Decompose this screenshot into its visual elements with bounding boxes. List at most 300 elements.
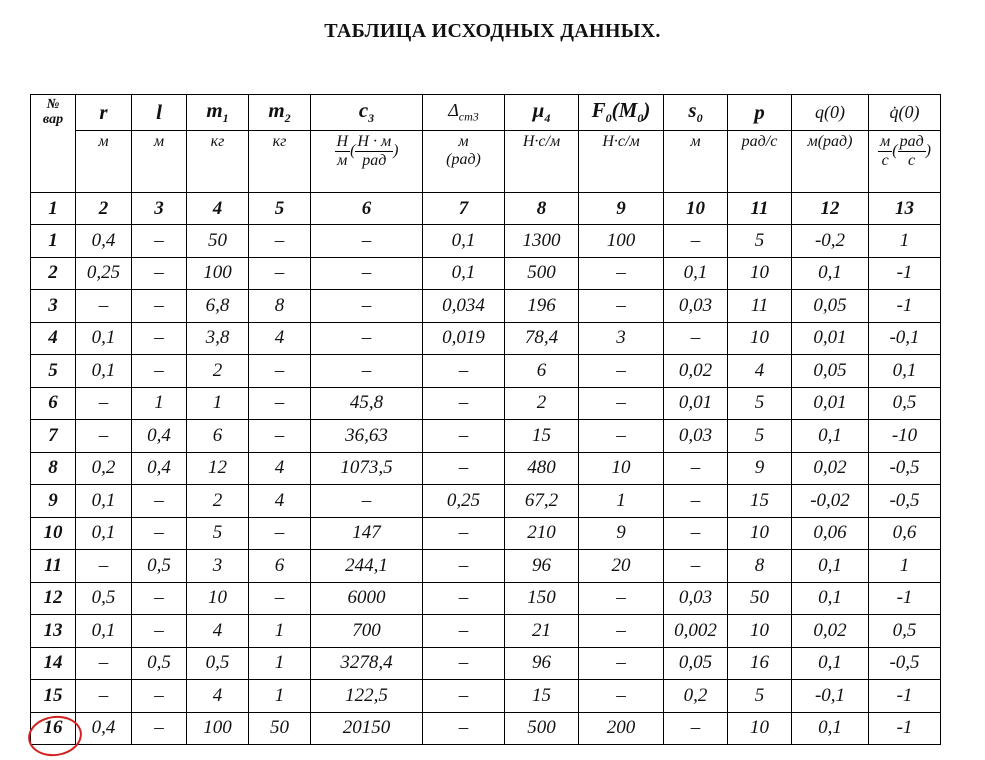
unit-delta-1: м [458,133,469,150]
column-number: 7 [423,193,505,225]
table-cell: 200 [579,712,664,745]
table-cell: – [249,355,311,388]
unit-qdot0-open: ( [892,142,898,160]
table-cell: 480 [505,452,579,485]
unit-c3-num-1: Н [336,133,349,150]
table-cell: – [132,680,187,713]
table-cell: 0,5 [132,550,187,583]
unit-mu4: Н·с/м [505,131,579,193]
table-cell: 0,1 [792,420,869,453]
table-cell: 15 [505,680,579,713]
table-cell: – [579,387,664,420]
table-row [31,290,941,323]
table-cell: – [76,680,132,713]
table-cell: – [311,485,423,518]
column-number: 4 [187,193,249,225]
table-cell: – [132,517,187,550]
table-cell: 0,25 [76,257,132,290]
table-cell: 0,4 [132,452,187,485]
table-cell: 96 [505,550,579,583]
table-cell: 50 [187,225,249,258]
unit-delta [423,131,505,193]
table-cell: – [423,712,505,745]
table-cell: 10 [728,615,792,648]
table-cell: -0,5 [869,485,941,518]
column-number: 8 [505,193,579,225]
variant-number: 4 [31,322,76,355]
variant-number: 16 [31,712,76,745]
table-row [31,355,941,388]
table-cell: 0,1 [76,355,132,388]
table-cell: 0,05 [664,647,728,680]
table-cell: 10 [187,582,249,615]
table-cell: 0,1 [664,257,728,290]
table-cell: 0,01 [664,387,728,420]
header-l: l [132,95,187,131]
table-cell: 0,1 [869,355,941,388]
table-cell: 150 [505,582,579,615]
table-cell: 0,5 [869,615,941,648]
table-cell: 0,019 [423,322,505,355]
table-cell: 5 [728,225,792,258]
table-cell: 210 [505,517,579,550]
table-cell: 100 [187,257,249,290]
table-cell: 0,1 [792,647,869,680]
table-row [31,257,941,290]
table-cell: 2 [187,355,249,388]
table-cell: 0,02 [792,615,869,648]
header-F0 [579,95,664,131]
table-cell: 500 [505,257,579,290]
header-delta-sub: ст3 [458,109,479,124]
table-cell: – [132,712,187,745]
header-mu4-sub: 4 [544,111,551,126]
table-cell: 20 [579,550,664,583]
table-cell: 11 [728,290,792,323]
table-cell: 0,1 [792,550,869,583]
table-cell: -0,2 [792,225,869,258]
table-cell: 3278,4 [311,647,423,680]
table-cell: – [664,452,728,485]
table-cell: 0,4 [76,712,132,745]
header-M0-symbol: (M [611,98,638,123]
table-cell: 6 [187,420,249,453]
table-cell: 67,2 [505,485,579,518]
table-cell: 10 [728,517,792,550]
table-cell: 0,01 [792,322,869,355]
table-cell: 0,5 [76,582,132,615]
table-cell: 9 [579,517,664,550]
unit-qdot0-num-1: м [880,133,891,150]
unit-qdot0-den-2: с [908,152,916,169]
variant-number: 1 [31,225,76,258]
variant-number: 10 [31,517,76,550]
unit-c3-open: ( [350,142,356,160]
column-number: 6 [311,193,423,225]
table-cell: 10 [579,452,664,485]
table-cell: 0,4 [132,420,187,453]
table-cell: – [579,582,664,615]
header-c3-symbol: c [358,98,369,123]
table-cell: – [132,290,187,323]
table-cell: 45,8 [311,387,423,420]
table-row [31,387,941,420]
header-M0-sub: 0 [637,111,644,126]
column-number: 1 [31,193,76,225]
table-cell: – [579,290,664,323]
table-cell: 0,5 [132,647,187,680]
table-row [31,517,941,550]
table-cell: -0,02 [792,485,869,518]
header-var-number [31,95,76,193]
table-cell: 0,1 [792,712,869,745]
table-cell: 0,5 [187,647,249,680]
table-cell: 100 [187,712,249,745]
variant-number: 15 [31,680,76,713]
header-mu4-symbol: μ [532,98,545,123]
variant-number: 2 [31,257,76,290]
header-s0 [664,95,728,131]
table-cell: 0,03 [664,290,728,323]
table-cell: – [423,517,505,550]
unit-r: м [76,131,132,193]
table-cell: 0,1 [792,257,869,290]
table-cell: – [579,420,664,453]
header-row [31,95,941,131]
table-cell: – [132,582,187,615]
table-row [31,647,941,680]
table-cell: 10 [728,712,792,745]
table-row [31,680,941,713]
table-cell: 4 [249,452,311,485]
table-cell: 1300 [505,225,579,258]
unit-delta-2: (рад) [446,151,481,168]
header-m2-symbol: m [268,98,285,123]
table-cell: -1 [869,257,941,290]
table-cell: 0,1 [76,485,132,518]
table-cell: 4 [187,680,249,713]
column-number: 3 [132,193,187,225]
table-cell: 20150 [311,712,423,745]
table-cell: 0,002 [664,615,728,648]
table-cell: -0,5 [869,452,941,485]
variant-number: 7 [31,420,76,453]
variant-number: 11 [31,550,76,583]
variant-number: 5 [31,355,76,388]
table-cell: – [76,290,132,323]
variant-number: 13 [31,615,76,648]
table-cell: 4 [728,355,792,388]
header-F0-sub: 0 [605,111,612,126]
column-numbers-row [31,193,941,225]
table-cell: 196 [505,290,579,323]
table-cell: – [423,452,505,485]
table-cell: 0,05 [792,355,869,388]
unit-m2: кг [249,131,311,193]
header-qdot0: q̇(0) [869,95,941,131]
table-cell: – [423,680,505,713]
table-cell: – [76,550,132,583]
column-number: 10 [664,193,728,225]
table-cell: – [664,550,728,583]
table-cell: 4 [187,615,249,648]
variant-number: 9 [31,485,76,518]
column-number: 11 [728,193,792,225]
table-cell: – [132,322,187,355]
table-cell: 6 [505,355,579,388]
table-cell: 5 [187,517,249,550]
table-cell: 0,03 [664,420,728,453]
unit-c3-close: ) [393,142,399,160]
header-q0: q(0) [792,95,869,131]
table-cell: 10 [728,322,792,355]
table-cell: 122,5 [311,680,423,713]
table-cell: – [664,225,728,258]
table-cell: 8 [249,290,311,323]
header-m1-sub: 1 [222,111,229,126]
table-cell: 0,25 [423,485,505,518]
table-cell: – [664,485,728,518]
table-cell: – [423,387,505,420]
unit-p: рад/с [728,131,792,193]
table-cell: 0,02 [792,452,869,485]
table-cell: – [249,225,311,258]
table-row [31,322,941,355]
table-cell: 0,1 [792,582,869,615]
table-cell: 4 [249,485,311,518]
header-m2 [249,95,311,131]
unit-qdot0-num-2: рад [899,133,924,150]
unit-l: м [132,131,187,193]
header-mu4 [505,95,579,131]
table-cell: 36,63 [311,420,423,453]
table-cell: 700 [311,615,423,648]
table-cell: 1 [249,647,311,680]
table-cell: 0,1 [76,517,132,550]
column-number: 12 [792,193,869,225]
unit-c3-num-2: Н · м [357,133,392,150]
units-row [31,131,941,193]
table-cell: – [249,582,311,615]
table-cell: 244,1 [311,550,423,583]
table-cell: – [76,420,132,453]
table-cell: 3 [579,322,664,355]
table-cell: 0,03 [664,582,728,615]
unit-qdot0-frac-2 [898,133,926,170]
table-cell: 78,4 [505,322,579,355]
table-cell: -1 [869,712,941,745]
table-row [31,225,941,258]
table-cell: 0,1 [423,225,505,258]
unit-m1: кг [187,131,249,193]
table-row [31,485,941,518]
table-cell: 2 [187,485,249,518]
table-cell: 9 [728,452,792,485]
table-cell: – [311,322,423,355]
table-cell: 0,5 [869,387,941,420]
table-cell: 5 [728,680,792,713]
table-cell: 15 [505,420,579,453]
table-cell: – [311,290,423,323]
table-cell: 21 [505,615,579,648]
table-cell: – [132,355,187,388]
table-cell: 0,06 [792,517,869,550]
table-cell: 16 [728,647,792,680]
unit-c3-den-2: рад [362,152,387,169]
unit-q0: м(рад) [792,131,869,193]
header-c3 [311,95,423,131]
table-cell: 6 [249,550,311,583]
table-cell: 0,05 [792,290,869,323]
unit-qdot0-frac-1 [878,133,892,170]
header-m1 [187,95,249,131]
table-cell: – [579,257,664,290]
variant-number: 3 [31,290,76,323]
table-cell: 0,2 [76,452,132,485]
table-cell: – [579,647,664,680]
header-s0-symbol: s [688,98,697,123]
table-cell: 1 [869,550,941,583]
table-cell: – [311,257,423,290]
header-M0-close: ) [643,98,651,123]
table-cell: – [579,615,664,648]
unit-F0: Н·с/м [579,131,664,193]
table-cell: – [132,485,187,518]
column-number: 2 [76,193,132,225]
table-cell: 6,8 [187,290,249,323]
table-cell: 2 [505,387,579,420]
header-delta [423,95,505,131]
column-number: 5 [249,193,311,225]
source-data-table [30,94,941,745]
table-cell: 0,2 [664,680,728,713]
table-cell: 0,1 [76,322,132,355]
table-cell: 1 [869,225,941,258]
variant-number: 8 [31,452,76,485]
table-cell: 0,01 [792,387,869,420]
table-cell: 4 [249,322,311,355]
table-cell: 6000 [311,582,423,615]
variant-number: 12 [31,582,76,615]
column-number: 13 [869,193,941,225]
table-row [31,712,941,745]
table-cell: – [132,225,187,258]
header-c3-sub: 3 [368,111,375,126]
table-cell: – [132,615,187,648]
table-cell: 100 [579,225,664,258]
header-p: p [728,95,792,131]
table-cell: -0,5 [869,647,941,680]
table-cell: – [579,355,664,388]
table-cell: 0,4 [76,225,132,258]
table-cell: – [664,517,728,550]
header-F0-symbol: F [591,98,606,123]
table-cell: – [311,355,423,388]
table-cell: – [76,647,132,680]
unit-c3-frac-1 [335,133,351,170]
table-cell: 1 [187,387,249,420]
header-delta-symbol: Δ [448,100,459,121]
table-cell: – [423,550,505,583]
table-cell: 0,1 [76,615,132,648]
table-cell: 15 [728,485,792,518]
table-cell: 8 [728,550,792,583]
table-cell: 1 [249,680,311,713]
table-cell: – [76,387,132,420]
header-m1-symbol: m [206,98,223,123]
table-cell: – [249,420,311,453]
table-cell: 500 [505,712,579,745]
table-cell: 3 [187,550,249,583]
table-cell: 0,6 [869,517,941,550]
table-cell: 0,034 [423,290,505,323]
unit-qdot0-close: ) [925,142,931,160]
table-cell: 1 [579,485,664,518]
table-cell: – [423,420,505,453]
table-cell: – [249,517,311,550]
table-cell: – [249,387,311,420]
table-cell: – [664,322,728,355]
table-cell: 0,1 [423,257,505,290]
header-r: r [76,95,132,131]
variant-number: 6 [31,387,76,420]
table-cell: – [249,257,311,290]
table-row [31,420,941,453]
table-row [31,550,941,583]
table-row [31,582,941,615]
table-cell: 50 [728,582,792,615]
header-m2-sub: 2 [284,111,291,126]
table-cell: 3,8 [187,322,249,355]
table-row [31,452,941,485]
table-cell: 5 [728,420,792,453]
table-row [31,615,941,648]
table-cell: 0,02 [664,355,728,388]
page-title: ТАБЛИЦА ИСХОДНЫХ ДАННЫХ. [324,20,661,42]
table-cell: 1073,5 [311,452,423,485]
table-cell: – [132,257,187,290]
table-cell: 96 [505,647,579,680]
table-cell: – [664,712,728,745]
table-cell: – [311,225,423,258]
table-cell: 5 [728,387,792,420]
unit-c3-frac-2 [355,133,393,170]
unit-c3 [311,131,423,193]
variant-number: 14 [31,647,76,680]
table-cell: -0,1 [869,322,941,355]
table-cell: -1 [869,290,941,323]
table-cell: – [423,355,505,388]
header-var-label-2: вар [42,112,64,127]
table-cell: -10 [869,420,941,453]
table-cell: -0,1 [792,680,869,713]
table-cell: – [579,680,664,713]
table-cell: 1 [132,387,187,420]
header-s0-sub: 0 [696,111,703,126]
unit-qdot0 [869,131,941,193]
table-cell: – [423,647,505,680]
table-cell: – [423,582,505,615]
table-cell: 12 [187,452,249,485]
column-number: 9 [579,193,664,225]
unit-c3-den-1: м [337,152,348,169]
table-cell: -1 [869,680,941,713]
table-cell: 147 [311,517,423,550]
table-cell: -1 [869,582,941,615]
table-cell: 10 [728,257,792,290]
table-cell: 1 [249,615,311,648]
table-cell: – [423,615,505,648]
